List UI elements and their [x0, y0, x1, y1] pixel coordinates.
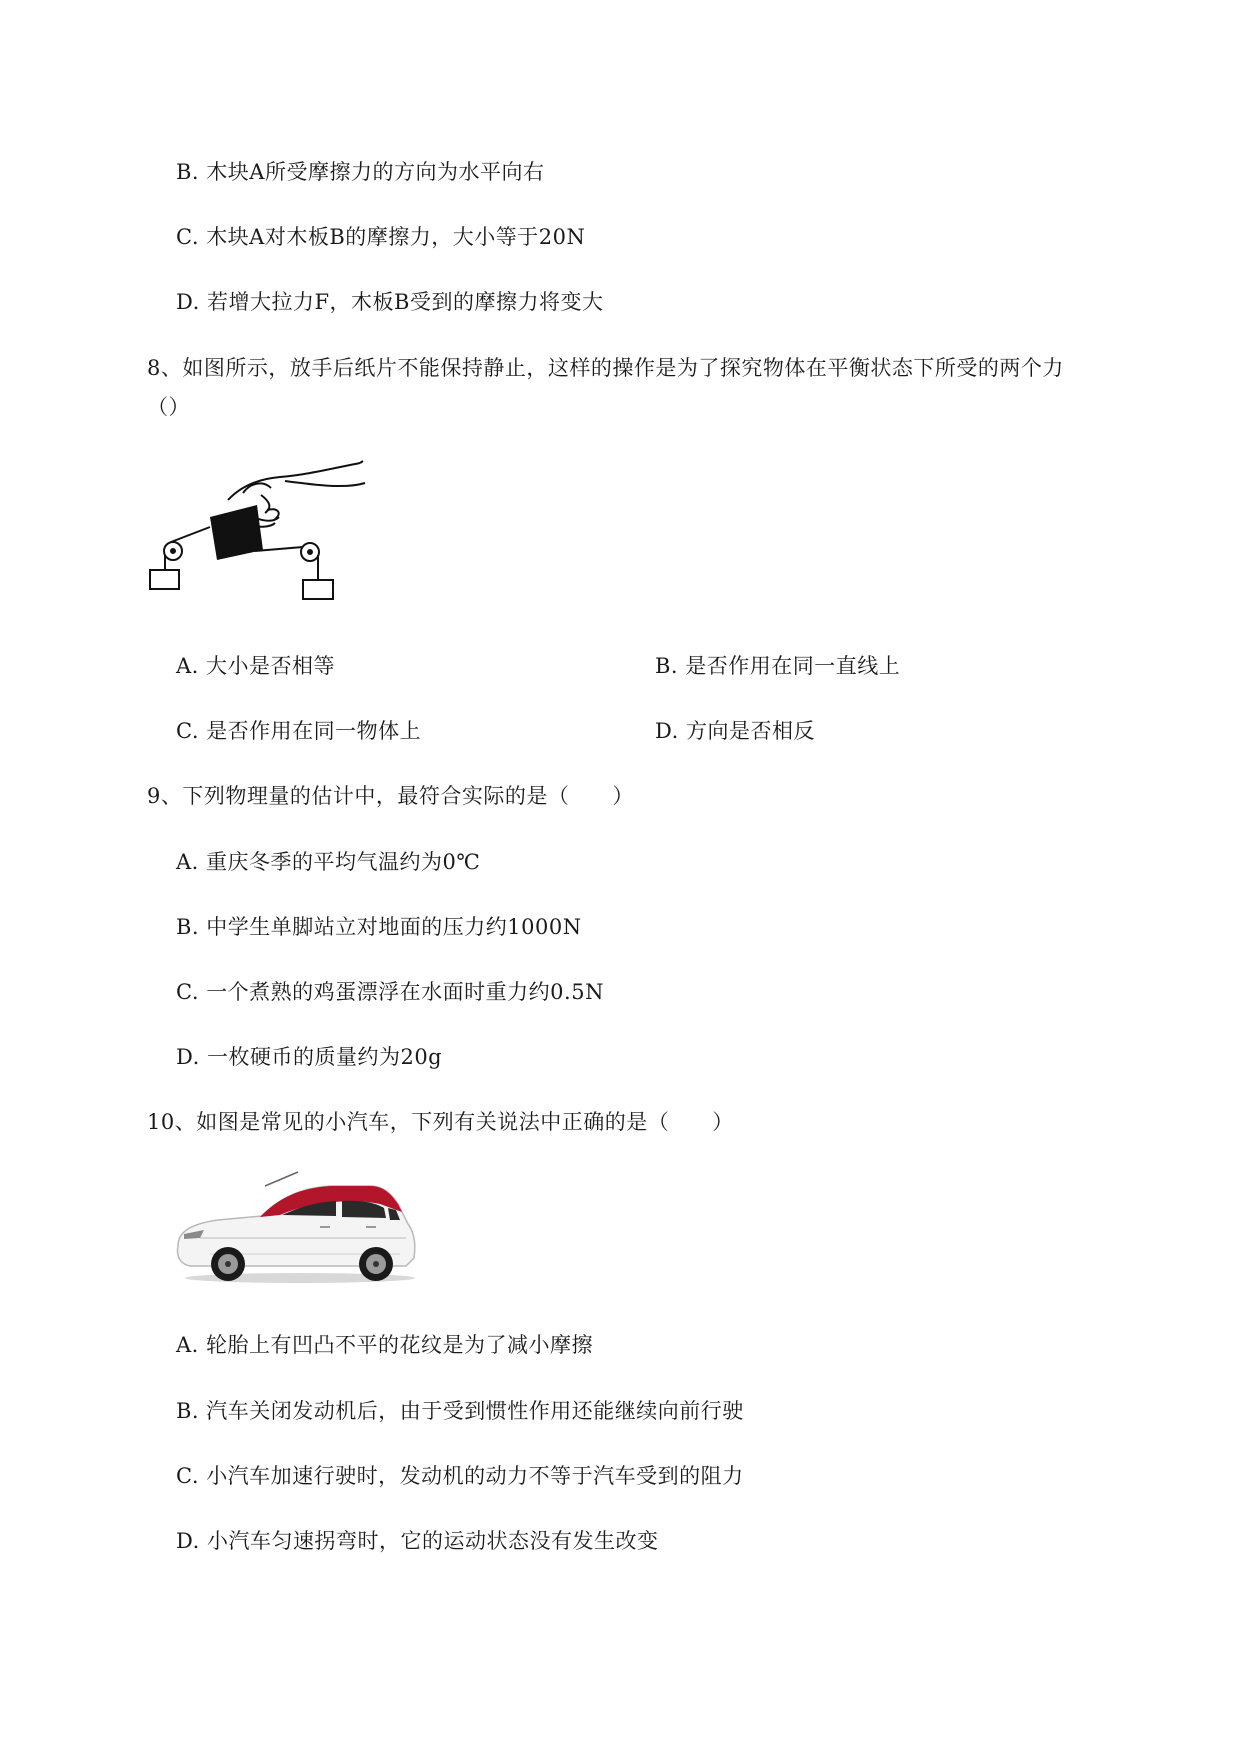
q8-stem: 8、如图所示，放手后纸片不能保持静止，这样的操作是为了探究物体在平衡状态下所受的两个力: [147, 356, 1064, 380]
q7-option-b: B. 木块A所受摩擦力的方向为水平向右: [176, 160, 545, 184]
q7-option-d: D. 若增大拉力F，木板B受到的摩擦力将变大: [176, 290, 604, 314]
q8-option-d: D. 方向是否相反: [655, 719, 815, 743]
q10-option-d: D. 小汽车匀速拐弯时，它的运动状态没有发生改变: [176, 1529, 659, 1553]
q9-stem: 9、下列物理量的估计中，最符合实际的是（ ）: [147, 784, 634, 808]
q10-stem: 10、如图是常见的小汽车，下列有关说法中正确的是（ ）: [147, 1110, 734, 1134]
q10-option-b: B. 汽车关闭发动机后，由于受到惯性作用还能继续向前行驶: [176, 1399, 744, 1423]
q8-option-b: B. 是否作用在同一直线上: [655, 654, 901, 678]
q9-option-d: D. 一枚硬币的质量约为20g: [176, 1045, 443, 1069]
paper-card-pulley-figure: [145, 455, 375, 605]
q9-option-c: C. 一个煮熟的鸡蛋漂浮在水面时重力约0.5N: [176, 980, 604, 1004]
q9-option-a: A. 重庆冬季的平均气温约为0℃: [176, 850, 481, 874]
q8-paren: （）: [147, 395, 190, 419]
q10-option-c: C. 小汽车加速行驶时，发动机的动力不等于汽车受到的阻力: [176, 1464, 744, 1488]
car-photo: [170, 1168, 425, 1288]
q10-option-a: A. 轮胎上有凹凸不平的花纹是为了减小摩擦: [176, 1333, 594, 1357]
q8-option-c: C. 是否作用在同一物体上: [176, 719, 422, 743]
q8-option-a: A. 大小是否相等: [176, 654, 336, 678]
q9-option-b: B. 中学生单脚站立对地面的压力约1000N: [176, 915, 582, 939]
q7-option-c: C. 木块A对木板B的摩擦力，大小等于20N: [176, 225, 586, 249]
